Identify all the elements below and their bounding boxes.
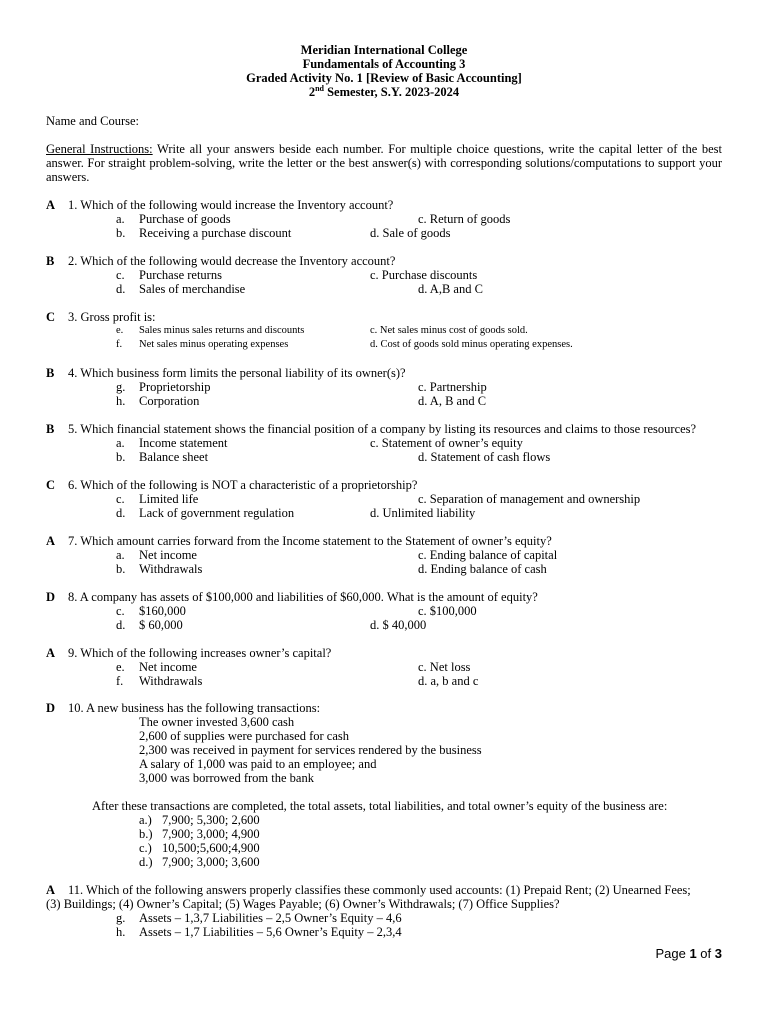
- q10-choice-c: c.) 10,500;5,600;4,900: [139, 841, 260, 855]
- question-text: 3. Gross profit is:: [68, 310, 156, 324]
- subject-title: Fundamentals of Accounting 3: [302, 57, 466, 71]
- option-left: a. Income statement: [116, 436, 228, 450]
- question-10-stem: D 10. A new business has the following transactions:: [46, 701, 321, 715]
- option-right: c. Return of goods: [418, 212, 511, 226]
- transaction-3: 2,300 was received in payment for services rendered by the business: [139, 743, 482, 757]
- question-text: 6. Which of the following is NOT a characteristic of a proprietorship?: [68, 478, 418, 492]
- option-left: e. Sales minus sales returns and discounts: [116, 325, 305, 336]
- question-4-stem: [46, 366, 406, 380]
- option-left: b. Withdrawals: [116, 562, 203, 576]
- school-name: Meridian International College: [300, 43, 468, 57]
- general-instructions: [46, 142, 722, 184]
- answer-mark: A: [46, 646, 56, 660]
- answer-mark: B: [46, 366, 55, 380]
- question-text: 2. Which of the following would decrease the Inventory account?: [68, 254, 396, 268]
- option-right: d. Unlimited liability: [370, 506, 476, 520]
- option-right: d. Sale of goods: [370, 226, 451, 240]
- option-left: d. Lack of government regulation: [116, 506, 295, 520]
- question-5-stem: [46, 422, 696, 436]
- answer-mark: A: [46, 883, 56, 897]
- instructions-label: General Instructions:: [46, 142, 153, 156]
- option-right: d. Ending balance of cash: [418, 562, 547, 576]
- option-right: d. $ 40,000: [370, 618, 427, 632]
- transaction-5: 3,000 was borrowed from the bank: [139, 771, 314, 785]
- activity-title: Graded Activity No. 1 [Review of Basic Accounting]: [246, 71, 522, 85]
- option-right: d. Statement of cash flows: [418, 450, 551, 464]
- option-right: c. Partnership: [418, 380, 487, 394]
- option-right: c. Purchase discounts: [370, 268, 478, 282]
- instructions-text: Write all your answers beside each number. For multiple choice questions, write the capital letter of the best answer. For straight problem-solving, write the letter or the best answer(s) with corresponding solutions/computations to support your answers.: [46, 142, 722, 184]
- question-8-stem: [46, 590, 538, 604]
- question-9-stem: [46, 646, 331, 660]
- transaction-1: The owner invested 3,600 cash: [139, 715, 295, 729]
- option-right: d. A, B and C: [418, 394, 487, 408]
- question-6-stem: [46, 478, 417, 492]
- q11-choice-h: h. Assets – 1,7 Liabilities – 5,6 Owner’s Equity – 2,3,4: [116, 925, 402, 939]
- q10-choice-d: d.) 7,900; 3,000; 3,600: [139, 855, 260, 869]
- option-right: c. Separation of management and ownership: [418, 492, 641, 506]
- question-text: 8. A company has assets of $100,000 and liabilities of $60,000. What is the amount of equity?: [68, 590, 538, 604]
- option-right: d. a, b and c: [418, 674, 479, 688]
- option-left: g. Proprietorship: [116, 380, 211, 394]
- question-7-stem: [46, 534, 552, 548]
- question-2-stem: [46, 254, 395, 268]
- option-right: c. Statement of owner’s equity: [370, 436, 523, 450]
- option-left: d. Sales of merchandise: [116, 282, 246, 296]
- option-left: c. Purchase returns: [116, 268, 222, 282]
- question-11-stem: A 11. Which of the following answers properly classifies these commonly used accounts: (1) Prepaid Rent; (2) Unearned Fees;: [46, 883, 691, 897]
- option-right: c. Net sales minus cost of goods sold.: [370, 325, 528, 336]
- option-left: d. $ 60,000: [116, 618, 183, 632]
- page-number: Page 1 of 3: [655, 946, 722, 961]
- transaction-4: A salary of 1,000 was paid to an employee; and: [139, 757, 377, 771]
- question-1-stem: [46, 198, 393, 212]
- option-left: f. Withdrawals: [116, 674, 203, 688]
- answer-mark: C: [46, 310, 56, 324]
- q11-choice-g: g. Assets – 1,3,7 Liabilities – 2,5 Owner’s Equity – 4,6: [116, 911, 402, 925]
- option-right: c. Net loss: [418, 660, 471, 674]
- question-3-stem: [46, 310, 156, 324]
- answer-mark: C: [46, 478, 56, 492]
- option-left: c. $160,000: [116, 604, 186, 618]
- semester-line: 2nd Semester, S.Y. 2023-2024: [308, 83, 460, 99]
- question-11-stem-cont: (3) Buildings; (4) Owner’s Capital; (5) Wages Payable; (6) Owner’s Withdrawals; (7) Office Supplies?: [46, 897, 560, 911]
- answer-mark: B: [46, 422, 55, 436]
- answer-mark: A: [46, 198, 56, 212]
- answer-mark: A: [46, 534, 56, 548]
- question-text: 7. Which amount carries forward from the Income statement to the Statement of owner’s equity?: [68, 534, 552, 548]
- answer-mark: B: [46, 254, 55, 268]
- option-right: c. Ending balance of capital: [418, 548, 558, 562]
- name-course-label: Name and Course:: [46, 114, 140, 128]
- option-right: d. Cost of goods sold minus operating expenses.: [370, 339, 573, 350]
- document-header: [0, 43, 768, 99]
- option-left: b. Balance sheet: [116, 450, 209, 464]
- question-text: 4. Which business form limits the personal liability of its owner(s)?: [68, 366, 406, 380]
- transaction-2: 2,600 of supplies were purchased for cash: [139, 729, 350, 743]
- answer-mark: D: [46, 590, 56, 604]
- option-left: h. Corporation: [116, 394, 200, 408]
- answer-mark: D: [46, 701, 56, 715]
- option-left: e. Net income: [116, 660, 197, 674]
- option-left: c. Limited life: [116, 492, 199, 506]
- question-text: 1. Which of the following would increase the Inventory account?: [68, 198, 394, 212]
- option-left: a. Net income: [116, 548, 197, 562]
- option-left: a. Purchase of goods: [116, 212, 231, 226]
- option-left: f. Net sales minus operating expenses: [116, 339, 289, 350]
- option-left: b. Receiving a purchase discount: [116, 226, 292, 240]
- q10-choice-b: b.) 7,900; 3,000; 4,900: [139, 827, 260, 841]
- question-text: 9. Which of the following increases owner’s capital?: [68, 646, 332, 660]
- question-text: 5. Which financial statement shows the financial position of a company by listing its resources and claims to those resources?: [68, 422, 697, 436]
- question-10-prompt: After these transactions are completed, the total assets, total liabilities, and total owner’s equity of the business are:: [92, 799, 668, 813]
- option-right: d. A,B and C: [418, 282, 483, 296]
- option-right: c. $100,000: [418, 604, 477, 618]
- q10-choice-a: a.) 7,900; 5,300; 2,600: [139, 813, 260, 827]
